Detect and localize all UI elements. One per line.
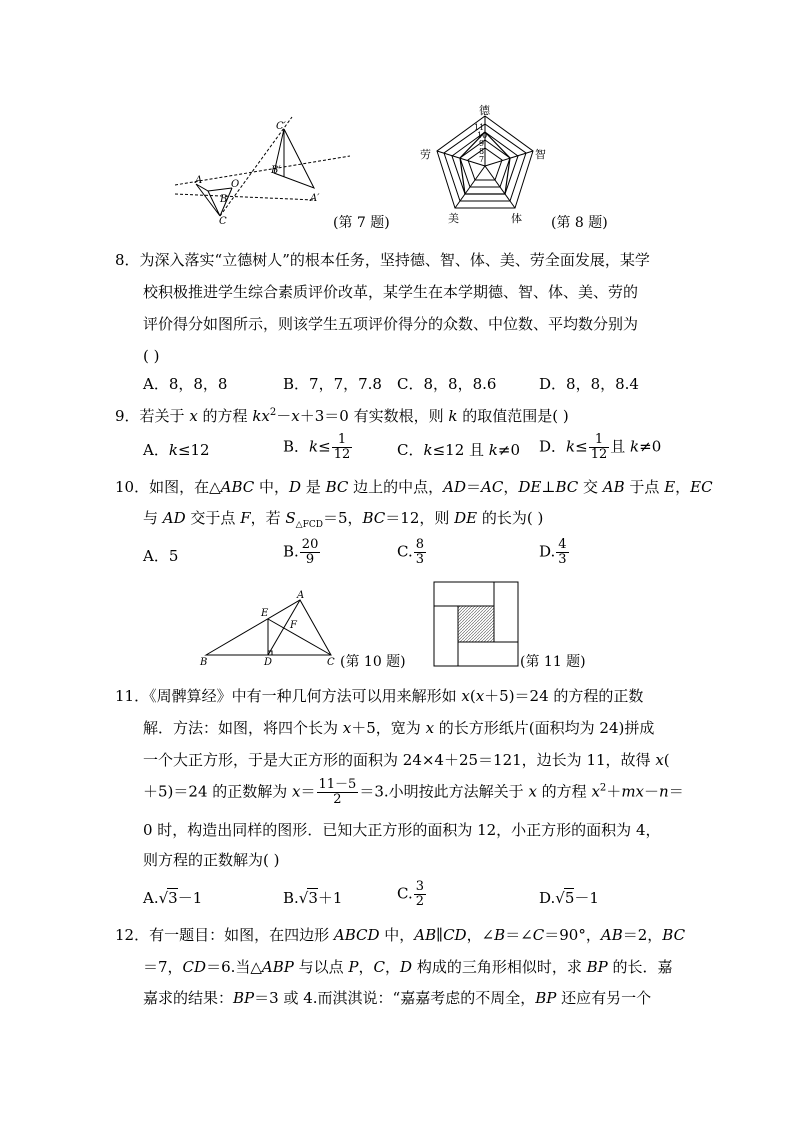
q11-option-a: A.√3－1 bbox=[143, 889, 203, 907]
q10-line-2: 与 AD 交于点 F，若 $S_{\triangle FCD}=5$，BC＝12，则 DE 的长为( ) bbox=[143, 509, 544, 530]
fig7-caption: (第 7 题) bbox=[333, 215, 390, 231]
fig7-label-A: A bbox=[195, 175, 203, 186]
fig10-label-A: A bbox=[297, 590, 305, 601]
q11-line-2: 解．方法：如图，将四个长为 x＋5，宽为 x 的长方形纸片(面积均为 24)拼成 bbox=[143, 719, 655, 737]
radar-axis-zhi: 智 bbox=[535, 148, 546, 161]
radar-axis-mei: 美 bbox=[448, 212, 459, 225]
fig7-label-C: C bbox=[219, 216, 227, 227]
q8-option-c: C．8，8，8.6 bbox=[397, 375, 497, 393]
q10-option-c: C. $\frac{8}{3}$ bbox=[397, 537, 424, 567]
q11-line-4: ＋5)＝24 的正数解为 x＝ $\frac{11-5}{2}$ ＝3.小明按此方法解关于 x 的方程 $x^2+mx-n=$ bbox=[143, 777, 684, 807]
q9-option-c: C．k≤12 且 k≠0 bbox=[397, 441, 520, 459]
fig7-label-B: B bbox=[220, 194, 228, 205]
radar-tick-11: 11 bbox=[474, 123, 485, 132]
q11-line-6: 则方程的正数解为( ) bbox=[143, 851, 280, 869]
q8-line-1: 8．为深入落实“立德树人”的根本任务，坚持德、智、体、美、劳全面发展，某学 bbox=[115, 251, 650, 269]
fig11-caption: (第 11 题) bbox=[520, 654, 586, 670]
radar-axis-ti: 体 bbox=[511, 212, 522, 225]
fig8-caption: (第 8 题) bbox=[551, 215, 608, 231]
fig10-caption: (第 10 题) bbox=[340, 654, 406, 670]
figure-10 bbox=[198, 588, 343, 668]
q8-line-3: 评价得分如图所示，则该学生五项评价得分的众数、中位数、平均数分别为 bbox=[143, 315, 639, 333]
q12-line-2: ＝7，CD＝6.当△ABP 与以点 P，C，D 构成的三角形相似时，求 BP 的长．嘉 bbox=[143, 958, 673, 976]
radar-axis-lao: 劳 bbox=[420, 148, 431, 161]
q10-option-a: A．5 bbox=[143, 547, 179, 565]
q11-option-d: D.√5－1 bbox=[539, 889, 599, 907]
q12-line-1: 12．有一题目：如图，在四边形 ABCD 中，AB∥CD，∠B＝∠C＝90°，AB＝2，BC bbox=[115, 926, 686, 944]
fig7-label-A2: A′ bbox=[310, 193, 320, 204]
q10-line-1: 10．如图，在△ABC 中，D 是 BC 边上的中点，AD＝AC，DE⊥BC 交 AB 于点 E，EC bbox=[115, 478, 713, 496]
q8-option-a: A．8，8，8 bbox=[143, 375, 228, 393]
radar-axis-de: 德 bbox=[479, 104, 490, 117]
figure-8-radar bbox=[420, 102, 550, 228]
fig10-label-C: C bbox=[327, 657, 335, 668]
q9-option-a: A．k≤12 bbox=[143, 441, 210, 459]
q8-option-d: D．8，8，8.4 bbox=[539, 375, 639, 393]
q12-line-3: 嘉求的结果：BP＝3 或 4.而淇淇说：“嘉嘉考虑的不周全，BP 还应有另一个 bbox=[143, 989, 652, 1007]
q8-line-2: 校积极推进学生综合素质评价改革，某学生在本学期德、智、体、美、劳的 bbox=[143, 283, 639, 301]
fig10-label-E: E bbox=[261, 608, 269, 619]
q11-line-5: 0 时，构造出同样的图形．已知大正方形的面积为 12，小正方形的面积为 4， bbox=[143, 821, 661, 839]
q9-option-b: B．k≤ $\frac{1}{12}$ bbox=[283, 432, 351, 462]
fig7-label-C2: C′ bbox=[276, 121, 286, 132]
q10-option-d: D. $\frac{4}{3}$ bbox=[539, 537, 567, 567]
q11-option-c: C. $\frac{3}{2}$ bbox=[397, 879, 424, 909]
fig7-label-O: O bbox=[231, 179, 240, 190]
radar-tick-7: 7 bbox=[479, 155, 485, 164]
radar-tick-8: 8 bbox=[479, 147, 485, 156]
q11-option-b: B.√3＋1 bbox=[283, 889, 343, 907]
q11-line-1: 11．《周髀算经》中有一种几何方法可以用来解形如 x(x＋5)＝24 的方程的正数 bbox=[115, 687, 644, 705]
radar-tick-10: 10 bbox=[477, 131, 488, 140]
q8-option-b: B．7，7，7.8 bbox=[283, 375, 382, 393]
figure-11 bbox=[432, 580, 522, 670]
q10-option-b: B. $\frac{20}{9}$ bbox=[283, 537, 319, 567]
figure-7 bbox=[175, 112, 350, 228]
radar-tick-9: 9 bbox=[479, 139, 485, 148]
q9-stem: 9．若关于 x 的方程 $kx^2-x+3=0$ 有实数根，则 k 的取值范围是( ) bbox=[115, 407, 569, 425]
fig10-label-F: F bbox=[290, 620, 297, 631]
fig10-label-D: D bbox=[264, 657, 273, 668]
q9-option-d: D．k≤ $\frac{1}{12}$ 且 k≠0 bbox=[539, 432, 662, 462]
q11-line-3: 一个大正方形，于是大正方形的面积为 24×4＋25＝121，边长为 11，故得 x( bbox=[143, 751, 670, 769]
fig7-label-B2: B′ bbox=[271, 165, 281, 176]
q8-line-4: ( ) bbox=[143, 347, 160, 365]
fig10-label-B: B bbox=[200, 657, 208, 668]
